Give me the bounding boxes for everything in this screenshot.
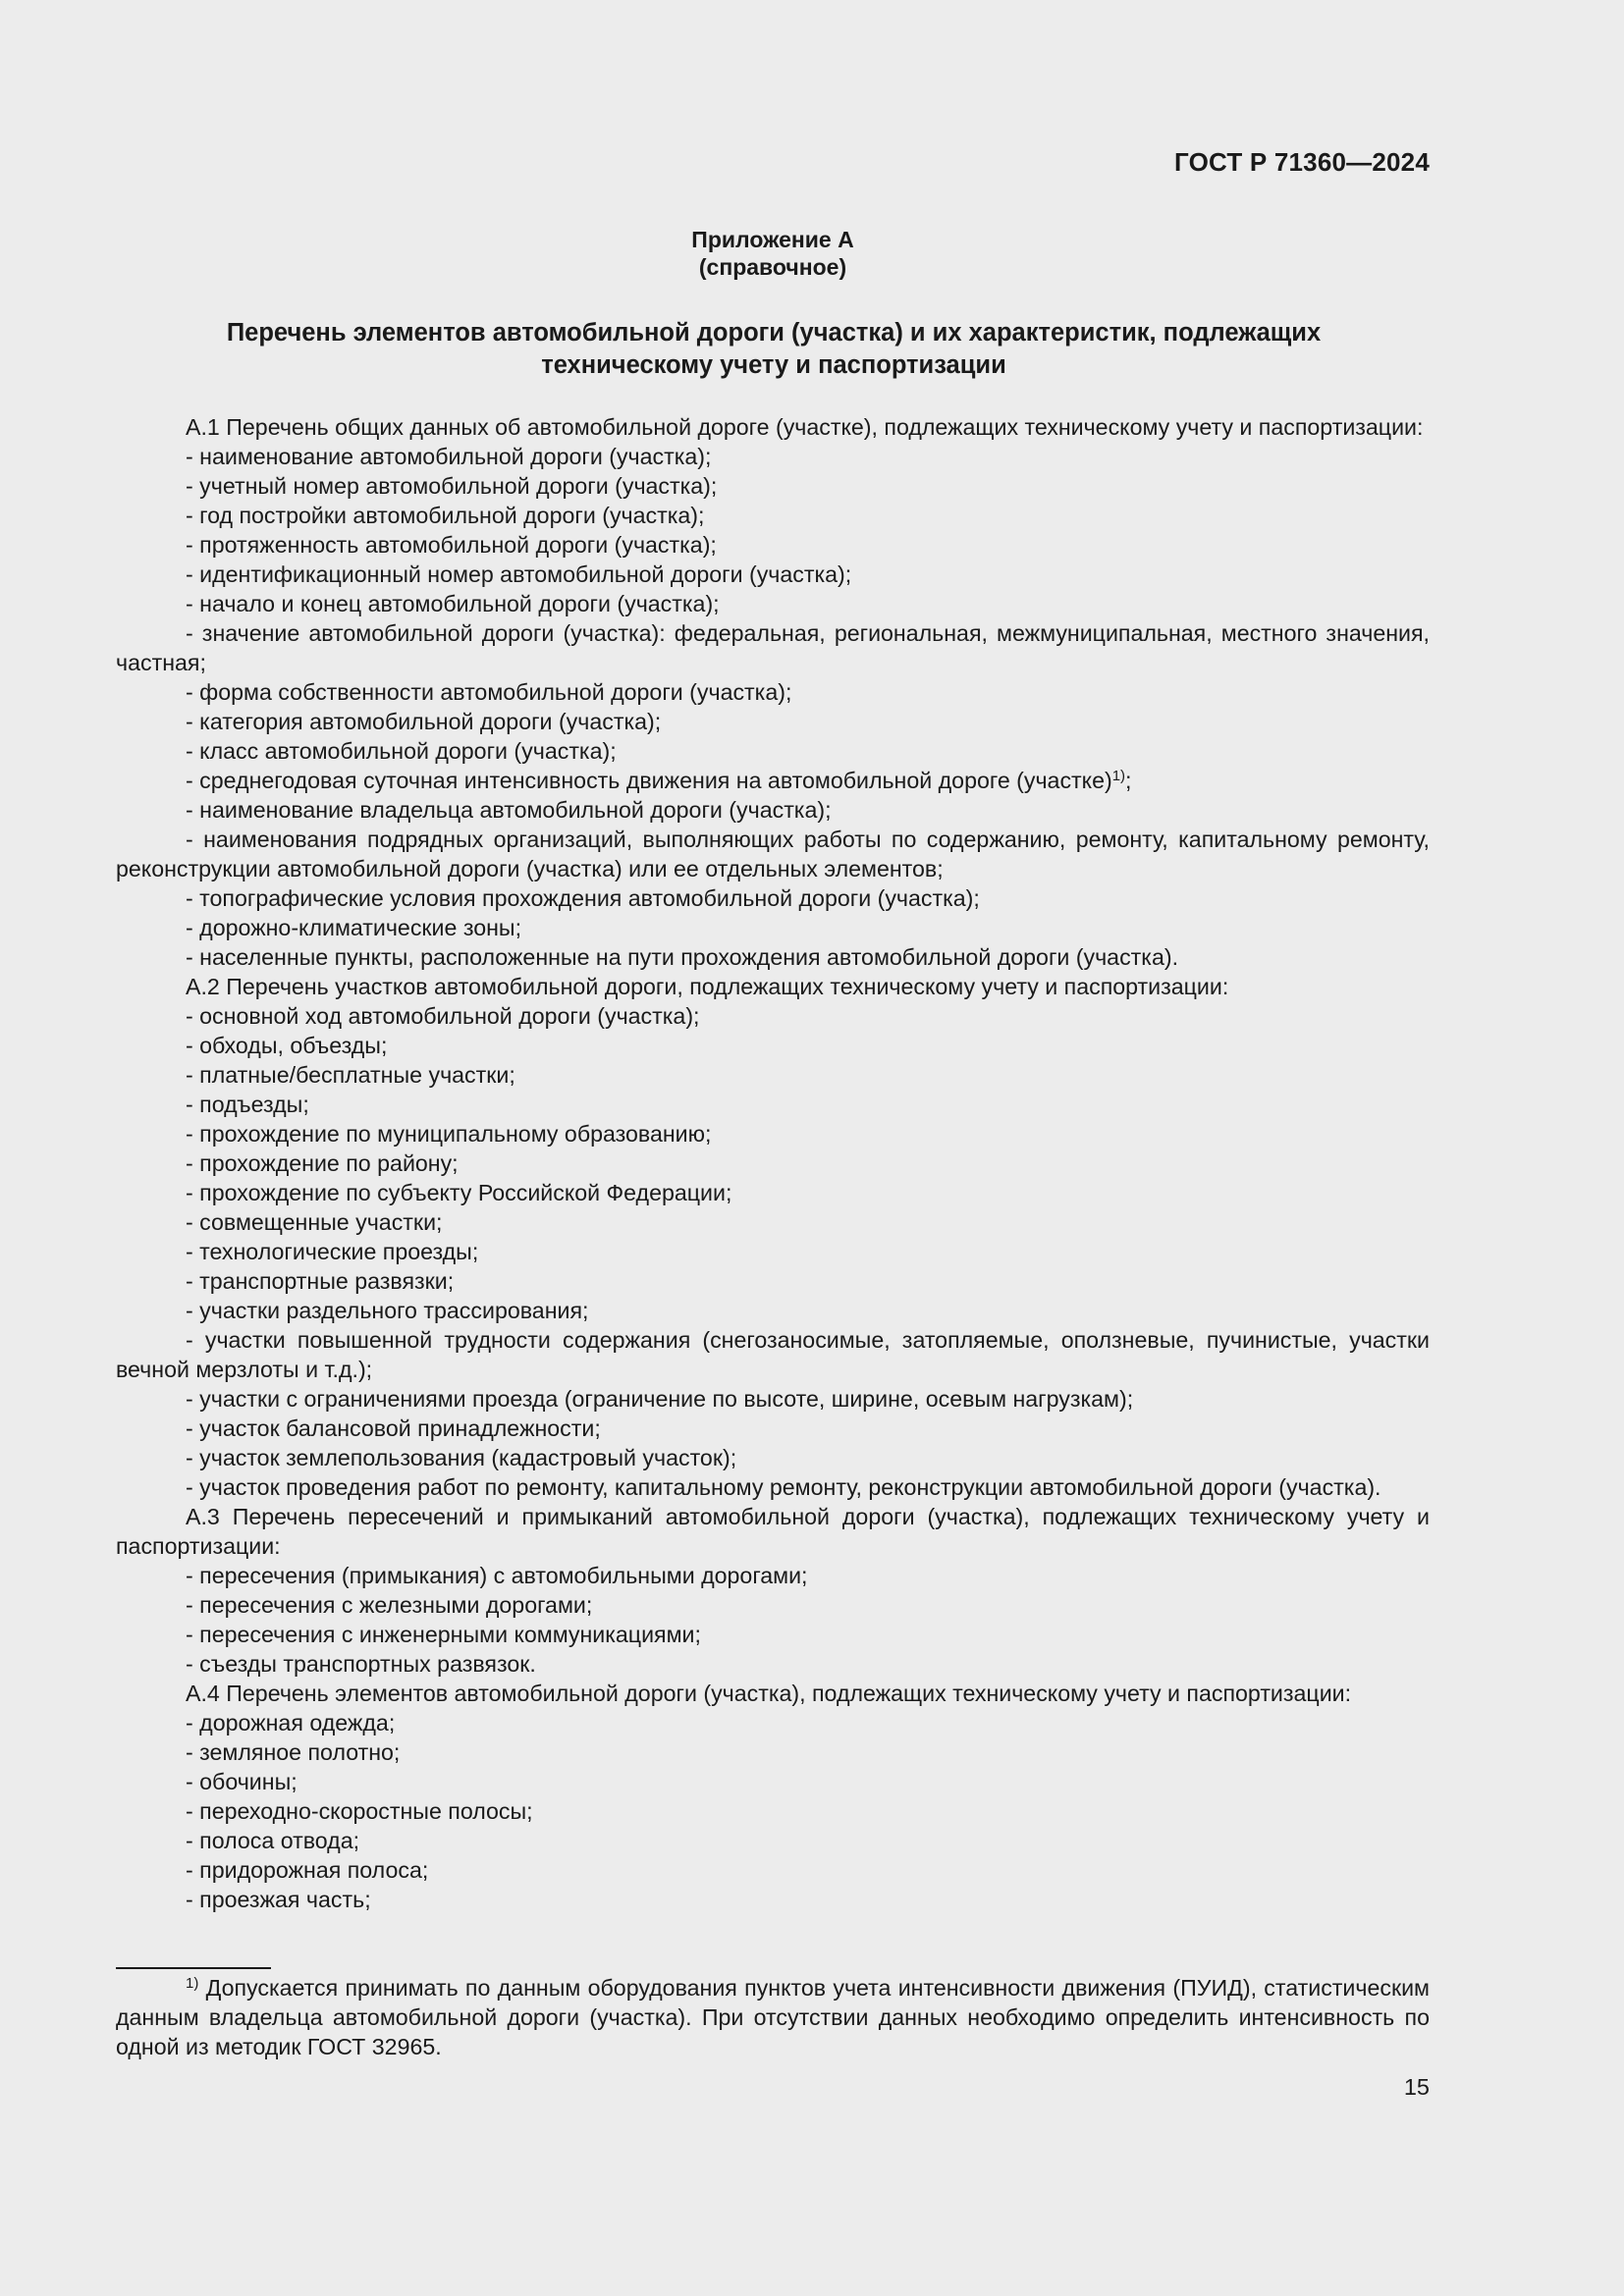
paragraph-text: - наименование владельца автомобильной дороги (участка); xyxy=(186,797,832,823)
body-text xyxy=(116,412,1430,1914)
paragraph-text: А.3 Перечень пересечений и примыканий автомобильной дороги (участка), подлежащих техническому учету и паспортизации: xyxy=(116,1504,1430,1559)
section-paragraph xyxy=(116,1502,1430,1561)
list-item xyxy=(116,942,1430,972)
page-number: 15 xyxy=(1403,2074,1430,2100)
appendix-label: Приложение А xyxy=(691,227,854,252)
paragraph-text: А.4 Перечень элементов автомобильной дороги (участка), подлежащих техническому учету и паспортизации: xyxy=(186,1681,1352,1706)
list-item xyxy=(116,1031,1430,1060)
list-item xyxy=(116,501,1430,530)
list-item xyxy=(116,560,1430,589)
paragraph-text: - год постройки автомобильной дороги (участка); xyxy=(186,503,705,528)
document-code: ГОСТ Р 71360—2024 xyxy=(1174,147,1430,177)
list-item xyxy=(116,1649,1430,1679)
list-item xyxy=(116,1620,1430,1649)
paragraph-text: - пересечения (примыкания) с автомобильными дорогами; xyxy=(186,1563,808,1588)
list-item xyxy=(116,1561,1430,1590)
list-item xyxy=(116,1384,1430,1414)
paragraph-text: - проезжая часть; xyxy=(186,1887,371,1912)
paragraph-text: - наименования подрядных организаций, выполняющих работы по содержанию, ремонту, капитальному ремонту, реконструкции автомобильной дороги (участка) или ее отдельных элементов; xyxy=(116,827,1430,881)
paragraph-text: - участки с ограничениями проезда (ограничение по высоте, ширине, осевым нагрузкам); xyxy=(186,1386,1134,1412)
section-paragraph xyxy=(116,1679,1430,1708)
paragraph-text: - начало и конец автомобильной дороги (участка); xyxy=(186,591,720,616)
paragraph-text: - населенные пункты, расположенные на пути прохождения автомобильной дороги (участка). xyxy=(186,944,1179,970)
list-item xyxy=(116,1178,1430,1207)
paragraph-text: - прохождение по муниципальному образованию; xyxy=(186,1121,712,1147)
footnote-divider xyxy=(116,1967,271,1969)
paragraph-text: - значение автомобильной дороги (участка): федеральная, региональная, межмуниципальная, местного значения, частная; xyxy=(116,620,1430,675)
paragraph-text: - участок землепользования (кадастровый участок); xyxy=(186,1445,737,1470)
paragraph-text: - форма собственности автомобильной дороги (участка); xyxy=(186,679,792,705)
footnote xyxy=(116,1973,1430,2061)
list-item xyxy=(116,1855,1430,1885)
paragraph-text: - полоса отвода; xyxy=(186,1828,360,1853)
paragraph-text: А.1 Перечень общих данных об автомобильной дороге (участке), подлежащих техническому учету и паспортизации: xyxy=(186,414,1424,440)
list-item xyxy=(116,1590,1430,1620)
paragraph-text: - прохождение по субъекту Российской Федерации; xyxy=(186,1180,732,1205)
footnote-reference: 1) xyxy=(1111,768,1126,784)
paragraph-text: - съезды транспортных развязок. xyxy=(186,1651,536,1677)
list-item xyxy=(116,1266,1430,1296)
paragraph-text: А.2 Перечень участков автомобильной дороги, подлежащих техническому учету и паспортизации: xyxy=(186,974,1229,999)
list-item xyxy=(116,1796,1430,1826)
list-item xyxy=(116,1443,1430,1472)
footnote-text: Допускается принимать по данным оборудования пунктов учета интенсивности движения (ПУИД), статистическим данным владельца автомобильной дороги (участка). При отсутствии данных необходимо определить интенсивность по одной из методик ГОСТ 32965. xyxy=(116,1975,1430,2059)
section-paragraph xyxy=(116,972,1430,1001)
list-item xyxy=(116,1207,1430,1237)
list-item xyxy=(116,1414,1430,1443)
list-item xyxy=(116,1826,1430,1855)
paragraph-text: - участки повышенной трудности содержания (снегозаносимые, затопляемые, оползневые, пучинистые, участки вечной мерзлоты и т.д.); xyxy=(116,1327,1430,1382)
list-item xyxy=(116,795,1430,825)
paragraph-text: - основной ход автомобильной дороги (участка); xyxy=(186,1003,700,1029)
paragraph-text: - учетный номер автомобильной дороги (участка); xyxy=(186,473,718,499)
paragraph-text: - переходно-скоростные полосы; xyxy=(186,1798,533,1824)
paragraph-text: - идентификационный номер автомобильной дороги (участка); xyxy=(186,561,852,587)
list-item xyxy=(116,618,1430,677)
paragraph-text: - платные/бесплатные участки; xyxy=(186,1062,515,1088)
list-item xyxy=(116,1237,1430,1266)
list-item xyxy=(116,1325,1430,1384)
list-item xyxy=(116,1767,1430,1796)
list-item xyxy=(116,1737,1430,1767)
paragraph-text: - наименование автомобильной дороги (участка); xyxy=(186,444,712,469)
paragraph-text: - дорожная одежда; xyxy=(186,1710,396,1735)
paragraph-text: - топографические условия прохождения автомобильной дороги (участка); xyxy=(186,885,980,911)
list-item xyxy=(116,707,1430,736)
list-item xyxy=(116,589,1430,618)
paragraph-text: - обочины; xyxy=(186,1769,298,1794)
list-item xyxy=(116,1060,1430,1090)
appendix-heading xyxy=(116,226,1430,281)
list-item xyxy=(116,883,1430,913)
list-item xyxy=(116,1296,1430,1325)
paragraph-text: - участки раздельного трассирования; xyxy=(186,1298,589,1323)
paragraph-text: - транспортные развязки; xyxy=(186,1268,455,1294)
list-item xyxy=(116,825,1430,883)
paragraph-text: - протяженность автомобильной дороги (участка); xyxy=(186,532,717,558)
paragraph-text: - пересечения с инженерными коммуникациями; xyxy=(186,1622,701,1647)
list-item xyxy=(116,530,1430,560)
list-item xyxy=(116,913,1430,942)
paragraph-text: - прохождение по району; xyxy=(186,1150,459,1176)
paragraph-text: - пересечения с железными дорогами; xyxy=(186,1592,593,1618)
paragraph-text: - класс автомобильной дороги (участка); xyxy=(186,738,617,764)
list-item xyxy=(116,471,1430,501)
paragraph-text: - технологические проезды; xyxy=(186,1239,479,1264)
appendix-kind: (справочное) xyxy=(698,254,847,280)
list-item xyxy=(116,1708,1430,1737)
paragraph-text: - придорожная полоса; xyxy=(186,1857,429,1883)
paragraph-text: - участок проведения работ по ремонту, капитальному ремонту, реконструкции автомобильной дороги (участка). xyxy=(186,1474,1381,1500)
list-item xyxy=(116,736,1430,766)
list-item xyxy=(116,766,1430,795)
list-item xyxy=(116,442,1430,471)
paragraph-text: - обходы, объезды; xyxy=(186,1033,388,1058)
list-item xyxy=(116,1472,1430,1502)
paragraph-text: - подъезды; xyxy=(186,1092,309,1117)
paragraph-text: - среднегодовая суточная интенсивность движения на автомобильной дороге (участке) xyxy=(186,768,1112,793)
list-item xyxy=(116,1001,1430,1031)
paragraph-text: - совмещенные участки; xyxy=(186,1209,443,1235)
section-paragraph xyxy=(116,412,1430,442)
paragraph-text: - участок балансовой принадлежности; xyxy=(186,1415,601,1441)
list-item xyxy=(116,1119,1430,1148)
paragraph-text-tail: ; xyxy=(1125,768,1132,793)
list-item xyxy=(116,1885,1430,1914)
list-item xyxy=(116,1090,1430,1119)
footnote-marker: 1) xyxy=(186,1975,199,1992)
list-item xyxy=(116,677,1430,707)
section-title: Перечень элементов автомобильной дороги (участка) и их характеристик, подлежащих техническому учету и паспортизации xyxy=(226,319,1322,379)
paragraph-text: - земляное полотно; xyxy=(186,1739,401,1765)
paragraph-text: - категория автомобильной дороги (участка); xyxy=(186,709,662,734)
list-item xyxy=(116,1148,1430,1178)
paragraph-text: - дорожно-климатические зоны; xyxy=(186,915,522,940)
